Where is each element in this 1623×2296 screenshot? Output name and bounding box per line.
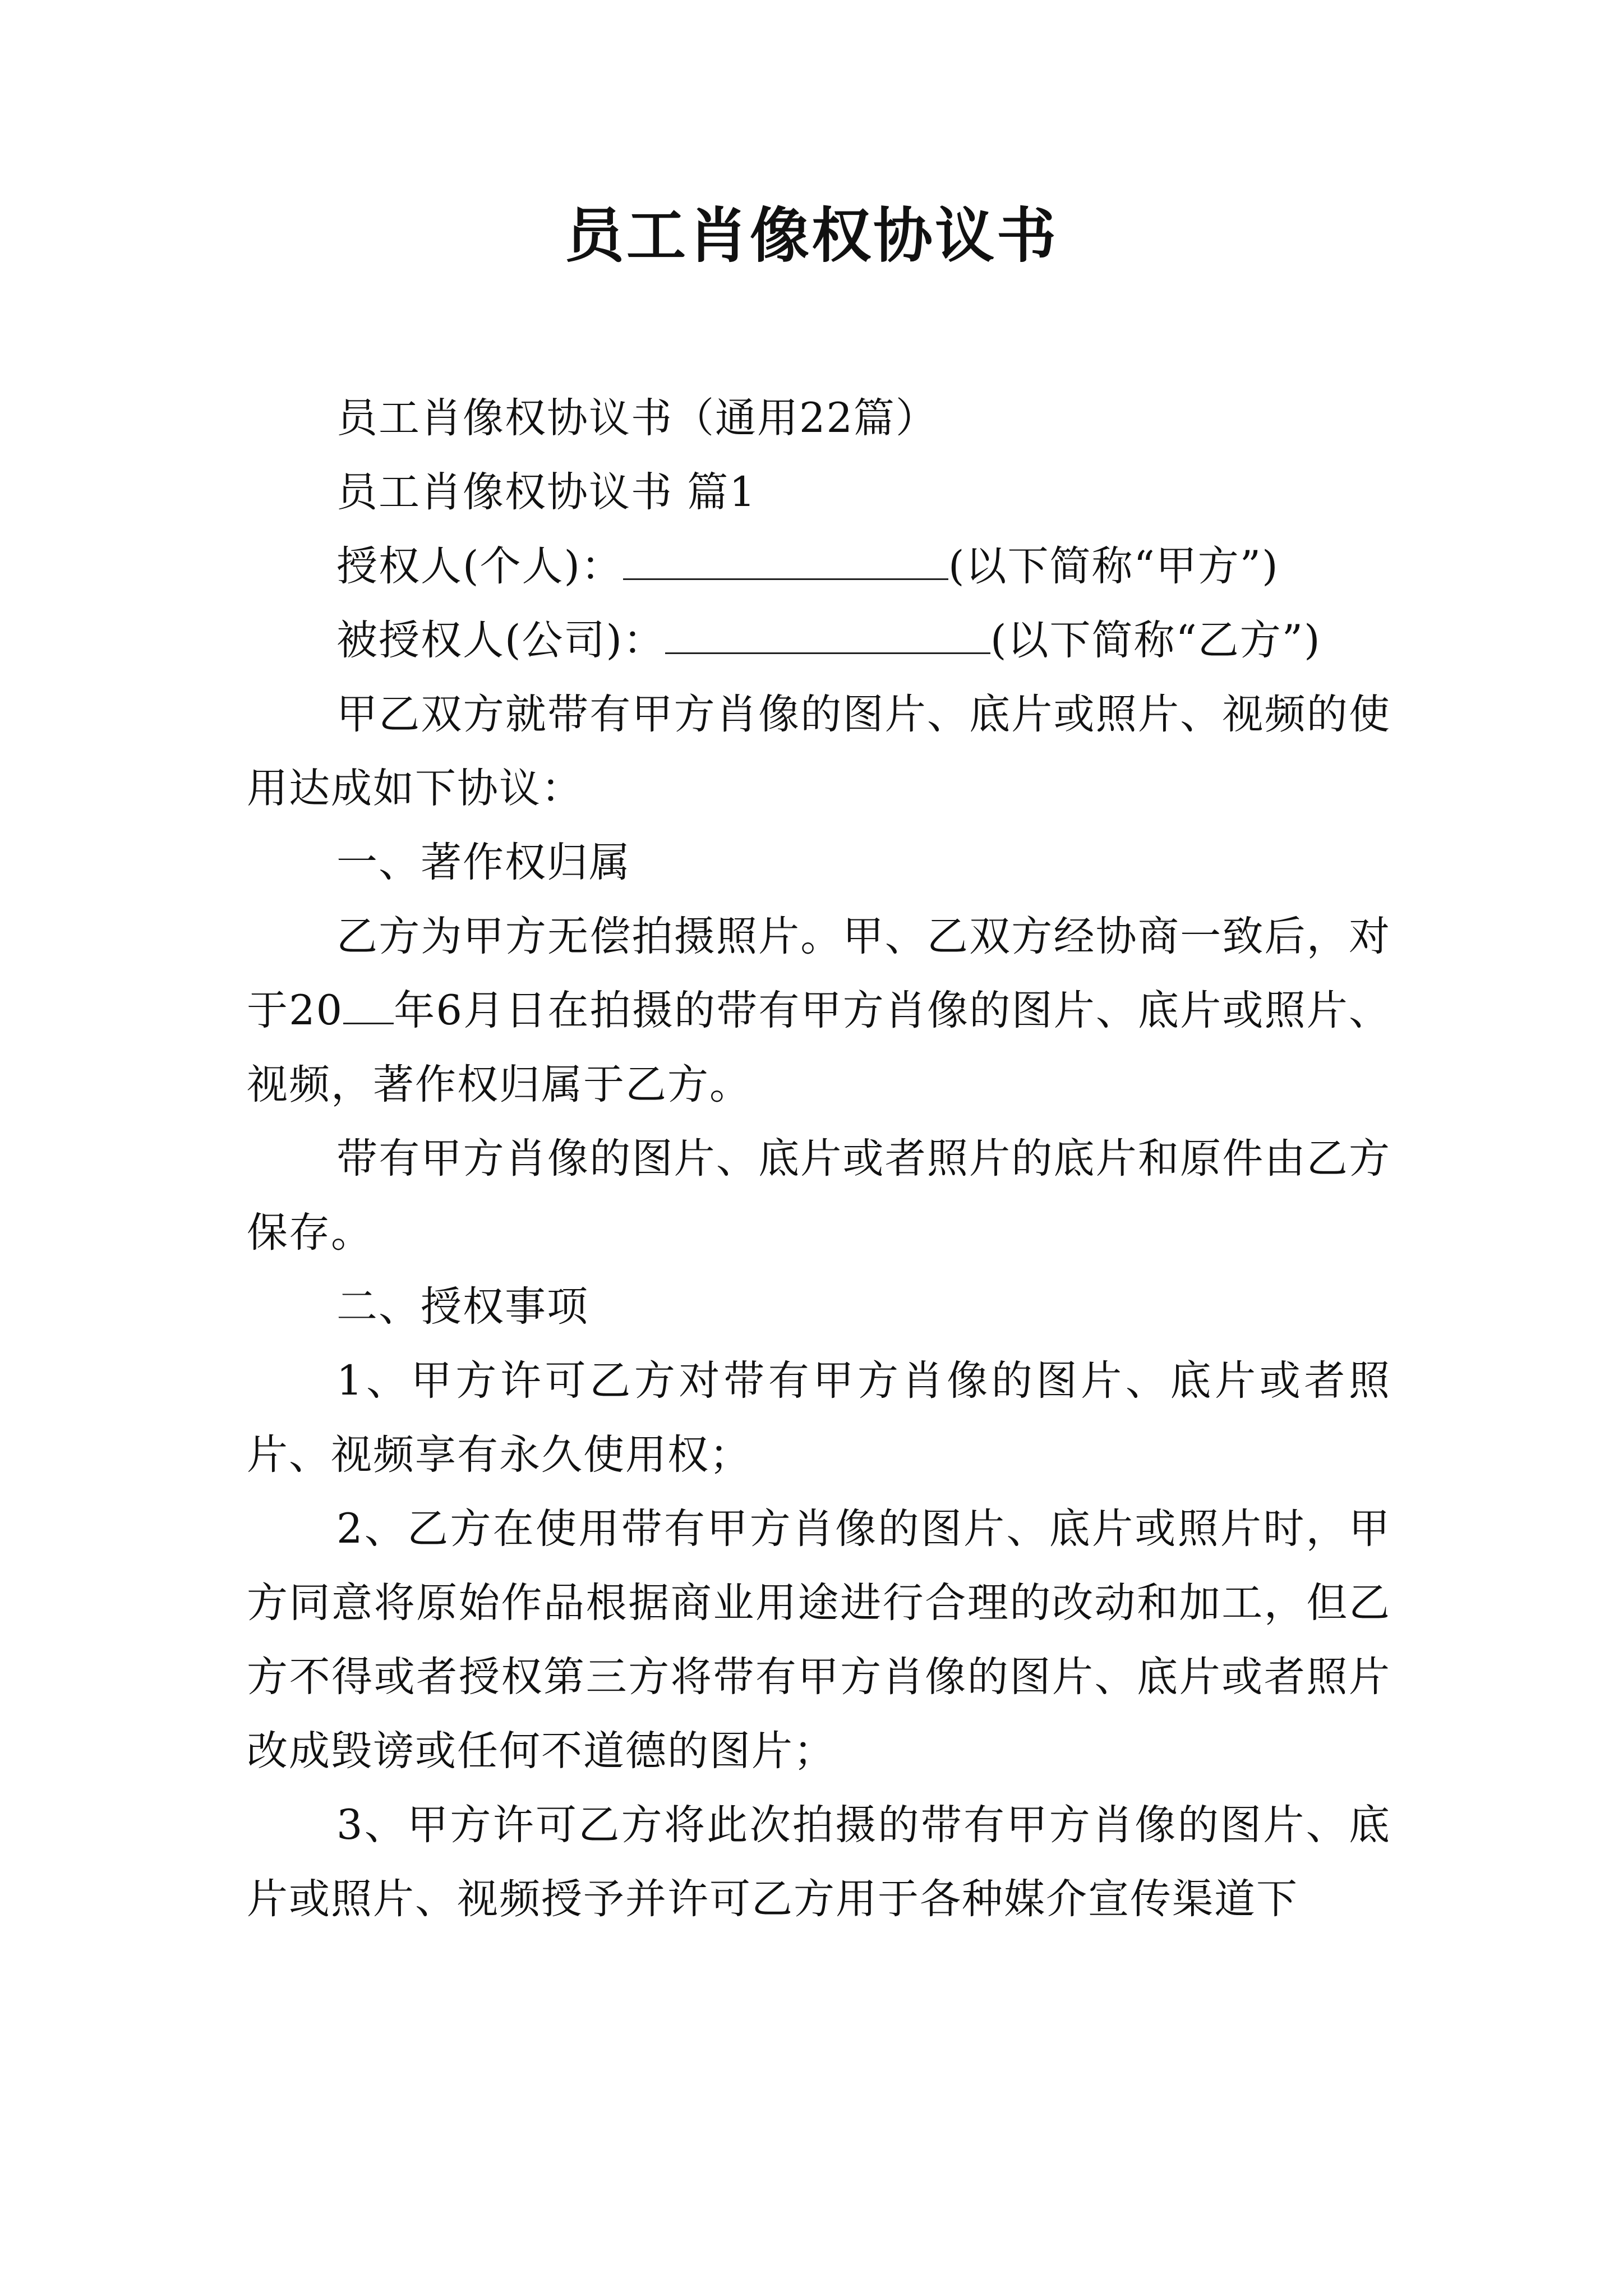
party-b-blank — [665, 608, 990, 654]
document-body — [247, 381, 1391, 1936]
storage-paragraph: 带有甲方肖像的图片、底片或者照片的底片和原件由乙方保存。 — [247, 1135, 1391, 1257]
chapter-heading: 员工肖像权协议书 篇1 — [336, 468, 757, 516]
section-heading-authorization: 二、授权事项 — [336, 1283, 589, 1331]
party-a-label: 授权人(个人)： — [336, 542, 623, 590]
section-heading-copyright: 一、著作权归属 — [336, 839, 631, 886]
intro-paragraph: 甲乙双方就带有甲方肖像的图片、底片或照片、视频的使用达成如下协议： — [247, 691, 1391, 812]
party-a-blank — [623, 533, 948, 580]
party-b-suffix: (以下简称“乙方”) — [990, 616, 1321, 664]
copyright-paragraph — [247, 900, 1391, 1122]
party-b-label: 被授权人(公司)： — [336, 616, 665, 664]
authorization-item-3: 3、甲方许可乙方将此次拍摄的带有甲方肖像的图片、底片或照片、视频授予并许可乙方用于各种媒介宣传渠道下 — [247, 1801, 1391, 1923]
authorization-item-1: 1、甲方许可乙方对带有甲方肖像的图片、底片或者照片、视频享有永久使用权； — [247, 1357, 1391, 1479]
document-subtitle: 员工肖像权协议书（通用22篇） — [336, 394, 938, 442]
authorization-item-2: 2、乙方在使用带有甲方肖像的图片、底片或照片时，甲方同意将原始作品根据商业用途进行合理的改动和加工，但乙方不得或者授权第三方将带有甲方肖像的图片、底片或者照片改成毁谤或任何不道德的图片； — [247, 1505, 1391, 1775]
party-a-suffix: (以下简称“甲方”) — [948, 542, 1279, 590]
party-b-line — [247, 604, 1391, 678]
copyright-text-start: 乙方为甲方无偿拍摄照片。甲、乙双方经协商一致后，对于20 — [247, 913, 1391, 1034]
document-title: 员工肖像权协议书 — [565, 200, 1058, 270]
party-a-line — [247, 530, 1391, 604]
copyright-text-end: 年6月日在拍摄的带有甲方肖像的图片、底片或照片、视频，著作权归属于乙方。 — [247, 987, 1391, 1108]
year-blank — [343, 978, 394, 1024]
